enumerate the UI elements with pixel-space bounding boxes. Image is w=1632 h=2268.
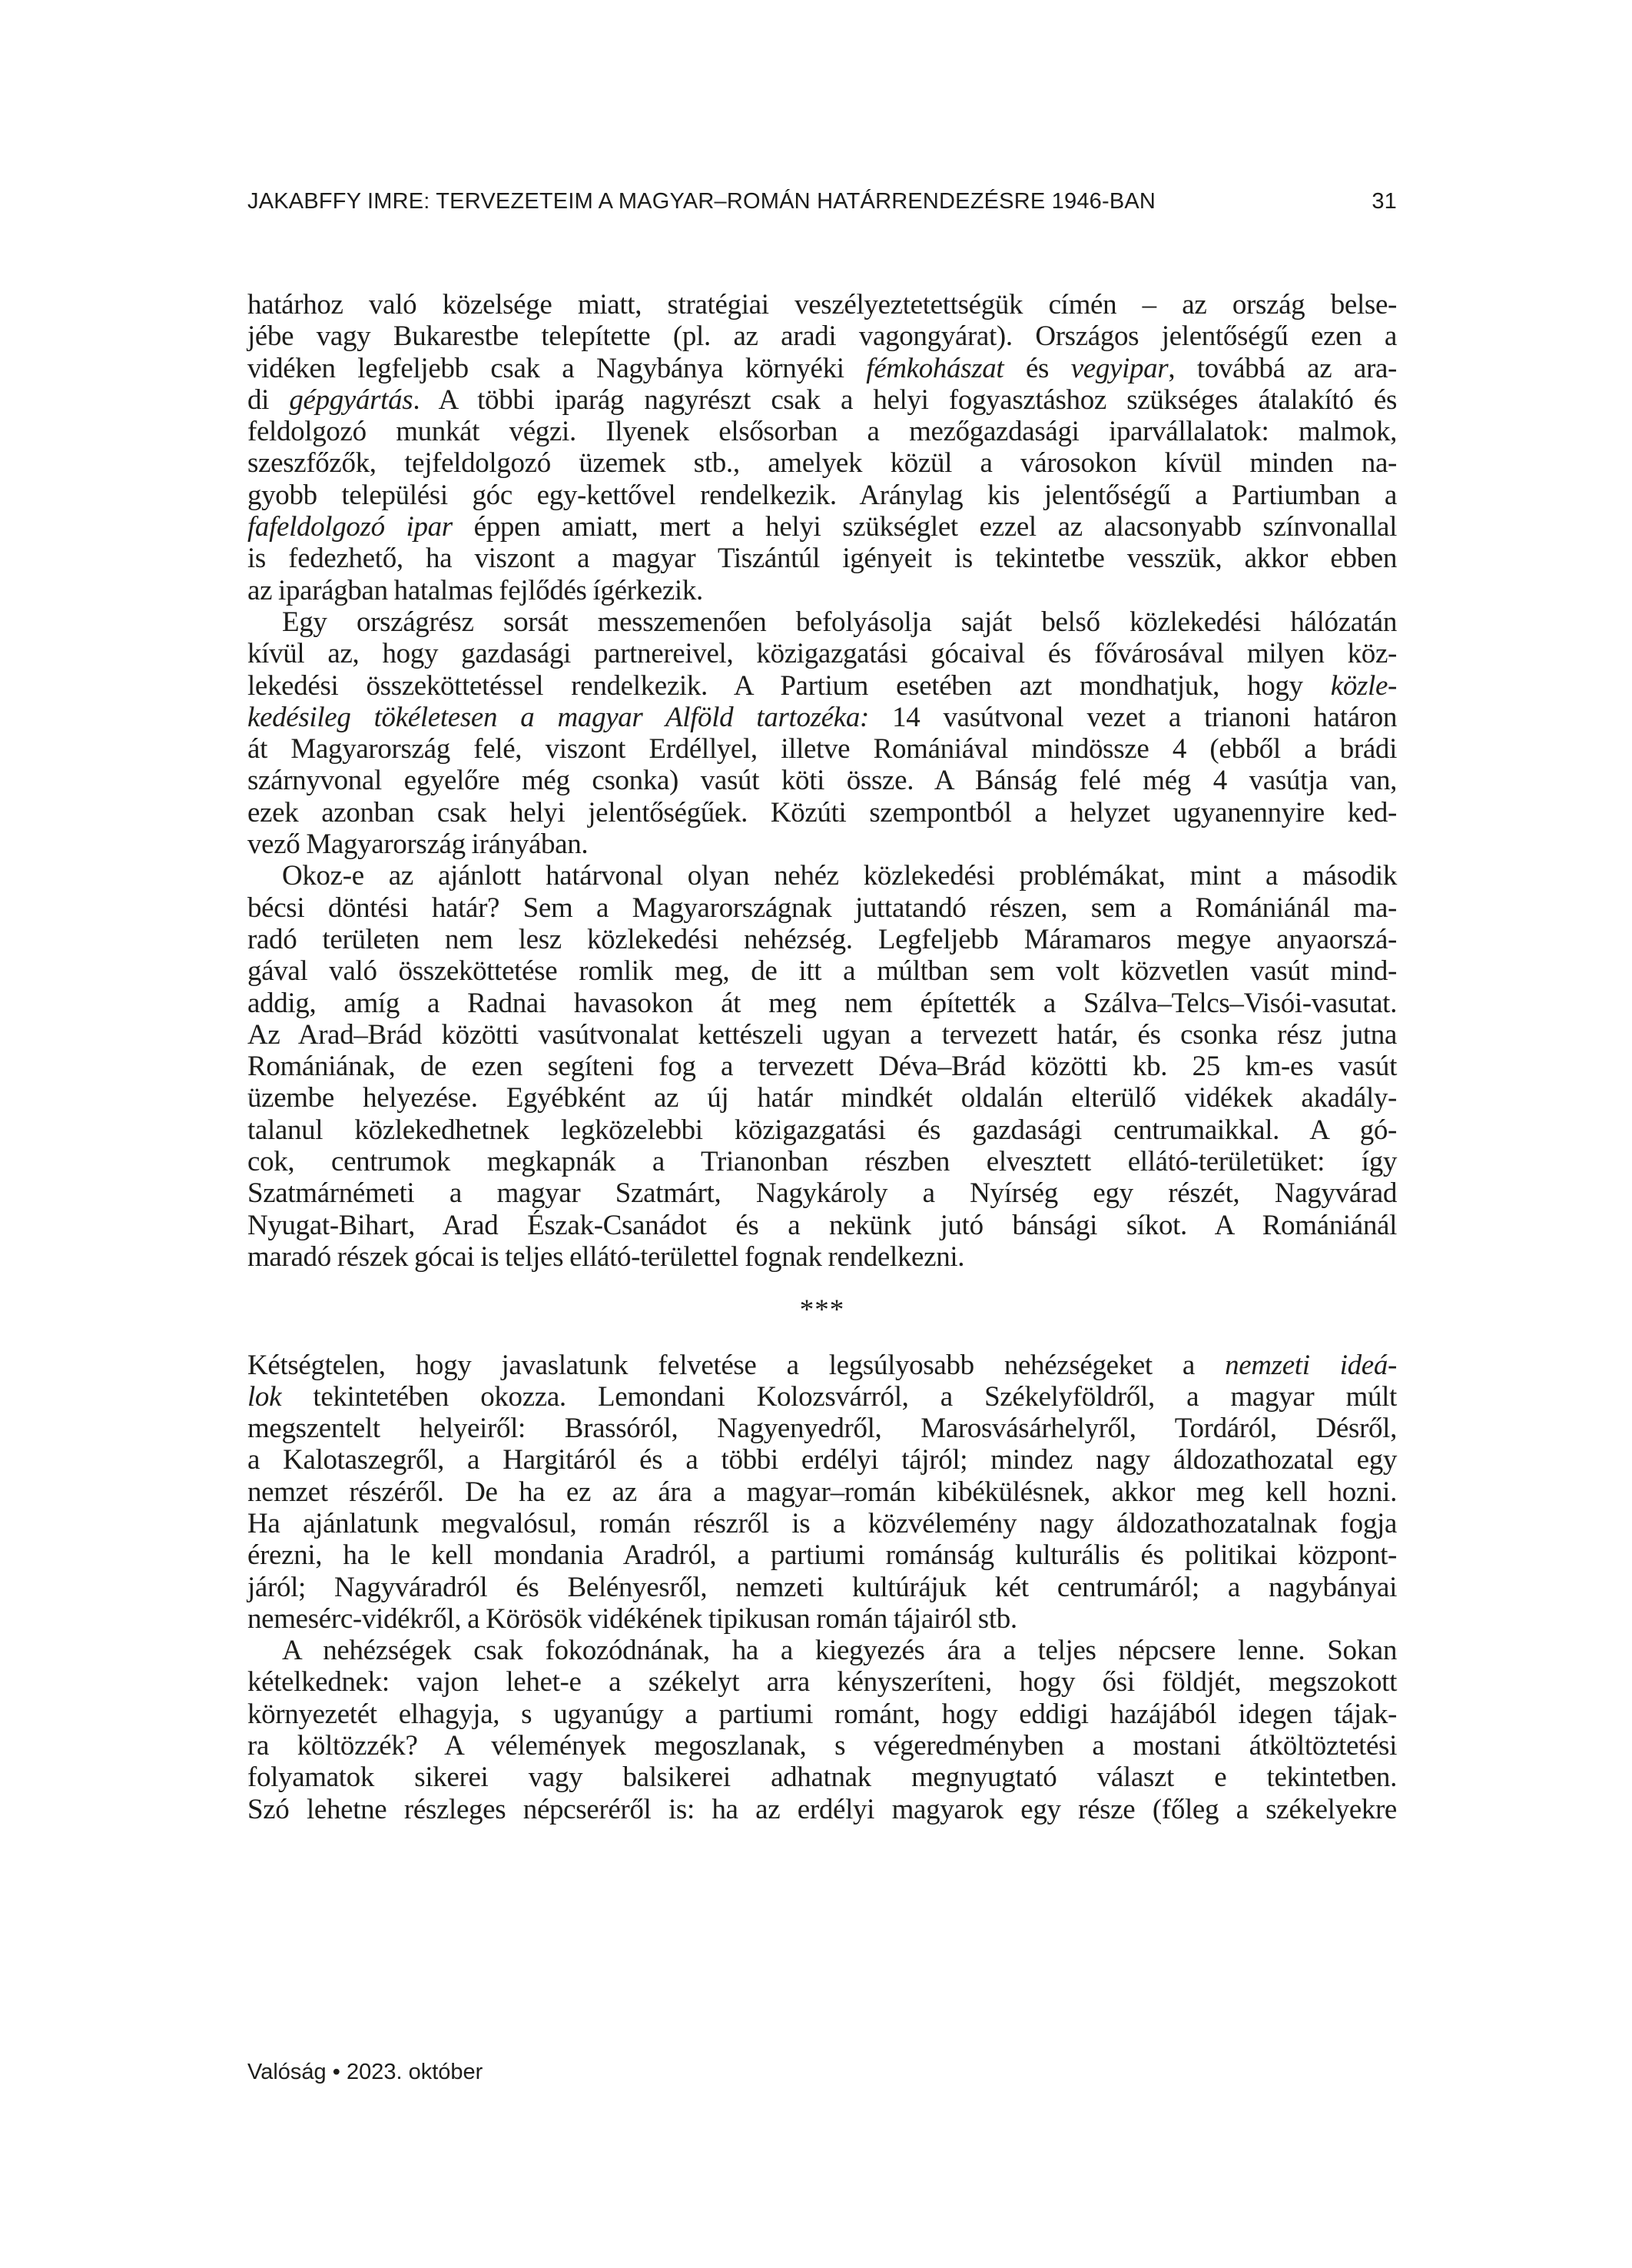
text-line xyxy=(247,797,1397,829)
text-run: folyamatok sikerei vagy balsikerei adhatnak megnyugtató választ e tekintetben. xyxy=(247,1762,1397,1794)
text-run: érezni, ha le kell mondania Aradról, a partiumi románság kulturális és politikai központ- xyxy=(247,1539,1397,1572)
text-run: is fedezhető, ha viszont a magyar Tiszántúl igényeit is tekintetbe vesszük, akkor ebben xyxy=(247,543,1397,575)
text-run: szeszfőzők, tejfeldolgozó üzemek stb., amelyek közül a városokon kívül minden na- xyxy=(247,447,1397,480)
text-line xyxy=(247,1413,1397,1444)
text-line xyxy=(247,1572,1397,1603)
text-run: cok, centrumok megkapnák a Trianonban részben elvesztett ellátó-területüket: így xyxy=(247,1146,1397,1178)
emphasized-text: közle- xyxy=(1330,669,1397,702)
text-run: ezek azonban csak helyi jelentőségűek. Közúti szempontból a helyzet ugyanennyire ked- xyxy=(247,796,1397,829)
emphasized-text: lok xyxy=(247,1380,282,1413)
text-run: gyobb települési góc egy-kettővel rendelkezik. Aránylag kis jelentőségű a Partiumban a xyxy=(247,479,1397,511)
text-run: addig, amíg a Radnai havasokon át meg nem építették a Szálva–Telcs–Visói-vasutat. xyxy=(247,987,1397,1019)
text-run: vező Magyarország irányában. xyxy=(247,829,589,861)
text-line xyxy=(247,1210,1397,1241)
text-run: megszentelt helyeiről: Brassóról, Nagyenyedről, Marosvásárhelyről, Tordáról, Désről, xyxy=(247,1413,1397,1445)
page-number: 31 xyxy=(1372,189,1397,214)
running-header xyxy=(247,189,1397,214)
text-run: és xyxy=(1003,352,1071,384)
text-run: határhoz való közelsége miatt, stratégiai veszélyeztetettségük címén – az ország belse- xyxy=(247,289,1397,320)
text-line xyxy=(247,988,1397,1019)
text-line xyxy=(247,1019,1397,1051)
article-body xyxy=(247,289,1397,1825)
text-run: nemzet részéről. De ha ez az ára a magyar–román kibékülésnek, akkor meg kell hozni. xyxy=(247,1476,1397,1508)
article-section-before-separator xyxy=(247,289,1397,1273)
paragraph xyxy=(247,289,1397,606)
text-line xyxy=(247,320,1397,352)
text-run: a Kalotaszegről, a Hargitáról és a többi erdélyi tájról; mindez nagy áldozathozatal egy xyxy=(247,1444,1397,1476)
text-line xyxy=(247,1146,1397,1177)
text-line xyxy=(247,638,1397,669)
text-line xyxy=(247,1635,1397,1666)
text-run: Szó lehetne részleges népcseréről is: ha az erdélyi magyarok egy része (főleg a székelyekre xyxy=(247,1793,1397,1825)
text-run: 14 vasútvonal vezet a trianoni határon xyxy=(868,701,1397,733)
emphasized-text: gépgyártás xyxy=(289,384,413,416)
text-run: az iparágban hatalmas fejlődés ígérkezik. xyxy=(247,574,703,606)
text-run: vidéken legfeljebb csak a Nagybánya környéki xyxy=(247,352,867,384)
text-run: nemesérc-vidékről, a Körösök vidékének tipikusan román tájairól stb. xyxy=(247,1602,1017,1635)
text-line xyxy=(247,1762,1397,1793)
text-run: Nyugat-Bihart, Arad Észak-Csanádot és a nekünk jutó bánsági síkot. A Romániánál xyxy=(247,1209,1397,1241)
text-run: A nehézségek csak fokozódnának, ha a kiegyezés ára a teljes népcsere lenne. Sokan xyxy=(282,1635,1397,1667)
text-run: Okoz-e az ajánlott határvonal olyan nehéz közlekedési problémákat, mint a második xyxy=(282,860,1397,892)
text-run: gával való összeköttetése romlik meg, de itt a múltban sem volt közvetlen vasút mind- xyxy=(247,955,1397,988)
text-run: Ha ajánlatunk megvalósul, román részről is a közvélemény nagy áldozathozatalnak fogja xyxy=(247,1507,1397,1539)
text-line xyxy=(247,829,1397,860)
emphasized-text: fafeldolgozó ipar xyxy=(247,511,453,543)
page-footer xyxy=(247,2060,483,2085)
text-run: éppen amiatt, mert a helyi szükséglet ezzel az alacsonyabb színvonallal xyxy=(452,511,1397,543)
emphasized-text: kedésileg tökéletesen a magyar Alföld tartozéka: xyxy=(247,701,869,733)
text-line xyxy=(247,447,1397,479)
text-line xyxy=(247,924,1397,955)
text-line xyxy=(247,575,1397,606)
text-line xyxy=(247,1114,1397,1146)
text-line xyxy=(247,1730,1397,1762)
text-run: jébe vagy Bukarestbe telepítette (pl. az aradi vagongyárat). Országos jelentőségű ezen a xyxy=(247,320,1397,353)
text-line xyxy=(247,733,1397,765)
text-line xyxy=(247,1350,1397,1381)
text-line xyxy=(247,1082,1397,1114)
text-run: át Magyarország felé, viszont Erdéllyel, illetve Romániával mindössze 4 (ebből a brádi xyxy=(247,733,1397,765)
text-line xyxy=(247,1476,1397,1508)
text-line xyxy=(247,1508,1397,1539)
text-run: feldolgozó munkát végzi. Ilyenek elsősorban a mezőgazdasági iparvállalatok: malmok, xyxy=(247,416,1397,448)
section-separator: *** xyxy=(799,1294,845,1327)
text-line xyxy=(247,1603,1397,1635)
text-line xyxy=(247,1539,1397,1571)
text-run: tekintetében okozza. Lemondani Kolozsvárról, a Székelyföldről, a magyar múlt xyxy=(281,1380,1397,1413)
text-run: Szatmárnémeti a magyar Szatmárt, Nagykároly a Nyírség egy részét, Nagyvárad xyxy=(247,1177,1397,1210)
text-line xyxy=(247,1051,1397,1082)
text-line xyxy=(247,955,1397,987)
text-run: üzembe helyezése. Egyébként az új határ mindkét oldalán elterülő vidékek akadály- xyxy=(247,1082,1397,1114)
paragraph xyxy=(247,606,1397,860)
text-run: szárnyvonal egyelőre még csonka) vasút köti össze. A Bánság felé még 4 vasútja van, xyxy=(247,765,1397,797)
text-run: radó területen nem lesz közlekedési nehézség. Legfeljebb Máramaros megye anyaorszá- xyxy=(247,923,1397,955)
paragraph xyxy=(247,860,1397,1273)
footer-journal-name: Valóság xyxy=(247,2060,327,2084)
text-run: kívül az, hogy gazdasági partnereivel, közigazgatási gócaival és fővárosával milyen köz- xyxy=(247,638,1397,670)
text-line xyxy=(247,289,1397,320)
text-line xyxy=(247,765,1397,796)
emphasized-text: fémkohászat xyxy=(866,352,1004,384)
running-title: JAKABFFY IMRE: TERVEZETEIM A MAGYAR–ROMÁN HATÁRRENDEZÉSRE 1946-BAN xyxy=(247,189,1156,214)
text-run: lekedési összeköttetéssel rendelkezik. A Partium esetében azt mondhatjuk, hogy xyxy=(247,669,1331,702)
text-run: di xyxy=(247,384,290,416)
text-run: Egy országrész sorsát messzemenően befolyásolja saját belső közlekedési hálózatán xyxy=(282,606,1397,638)
text-line xyxy=(247,384,1397,416)
text-line xyxy=(247,1699,1397,1730)
text-run: . A többi iparág nagyrészt csak a helyi fogyasztáshoz szükséges átalakító és xyxy=(413,384,1398,416)
text-run: Az Arad–Brád közötti vasútvonalat kettészeli ugyan a tervezett határ, és csonka rész jutna xyxy=(247,1018,1397,1051)
text-line xyxy=(247,1666,1397,1698)
text-run: , továbbá az ara- xyxy=(1168,352,1398,384)
footer-issue-date: 2023. október xyxy=(346,2060,483,2084)
text-line xyxy=(247,860,1397,892)
paragraph xyxy=(247,1350,1397,1635)
text-run: járól; Nagyváradról és Belényesről, nemzeti kultúrájuk két centrumáról; a nagybányai xyxy=(247,1571,1397,1603)
text-line xyxy=(247,543,1397,574)
text-line xyxy=(247,1381,1397,1413)
emphasized-text: vegyipar xyxy=(1070,352,1169,384)
paragraph xyxy=(247,1635,1397,1825)
article-section-after-separator xyxy=(247,1350,1397,1825)
text-run: maradó részek gócai is teljes ellátó-területtel fognak rendelkezni. xyxy=(247,1240,965,1273)
text-line xyxy=(247,416,1397,447)
text-line xyxy=(247,1794,1397,1825)
text-line xyxy=(247,892,1397,924)
emphasized-text: nemzeti ideá- xyxy=(1225,1349,1398,1381)
text-line xyxy=(247,670,1397,702)
text-line xyxy=(247,606,1397,638)
footer-bullet: • xyxy=(332,2060,340,2084)
text-line xyxy=(247,480,1397,511)
text-run: bécsi döntési határ? Sem a Magyarországnak juttatandó részen, sem a Romániánál ma- xyxy=(247,892,1397,924)
text-line xyxy=(247,353,1397,384)
text-line xyxy=(247,1177,1397,1209)
text-run: Romániának, de ezen segíteni fog a tervezett Déva–Brád közötti kb. 25 km-es vasút xyxy=(247,1051,1397,1083)
text-run: kételkednek: vajon lehet-e a székelyt arra kényszeríteni, hogy ősi földjét, megszokott xyxy=(247,1666,1397,1699)
text-line xyxy=(247,1241,1397,1273)
text-line xyxy=(247,511,1397,543)
text-line xyxy=(247,702,1397,733)
text-run: Kétségtelen, hogy javaslatunk felvetése a legsúlyosabb nehézségeket a xyxy=(247,1349,1226,1381)
text-run: ra költözzék? A vélemények megoszlanak, s végeredményben a mostani átköltöztetési xyxy=(247,1730,1397,1762)
text-run: környezetét elhagyja, s ugyanúgy a partiumi románt, hogy eddigi hazájából idegen tájak- xyxy=(247,1698,1397,1730)
text-line xyxy=(247,1444,1397,1476)
text-run: talanul közlekedhetnek legközelebbi közigazgatási és gazdasági centrumaikkal. A gó- xyxy=(247,1114,1397,1146)
